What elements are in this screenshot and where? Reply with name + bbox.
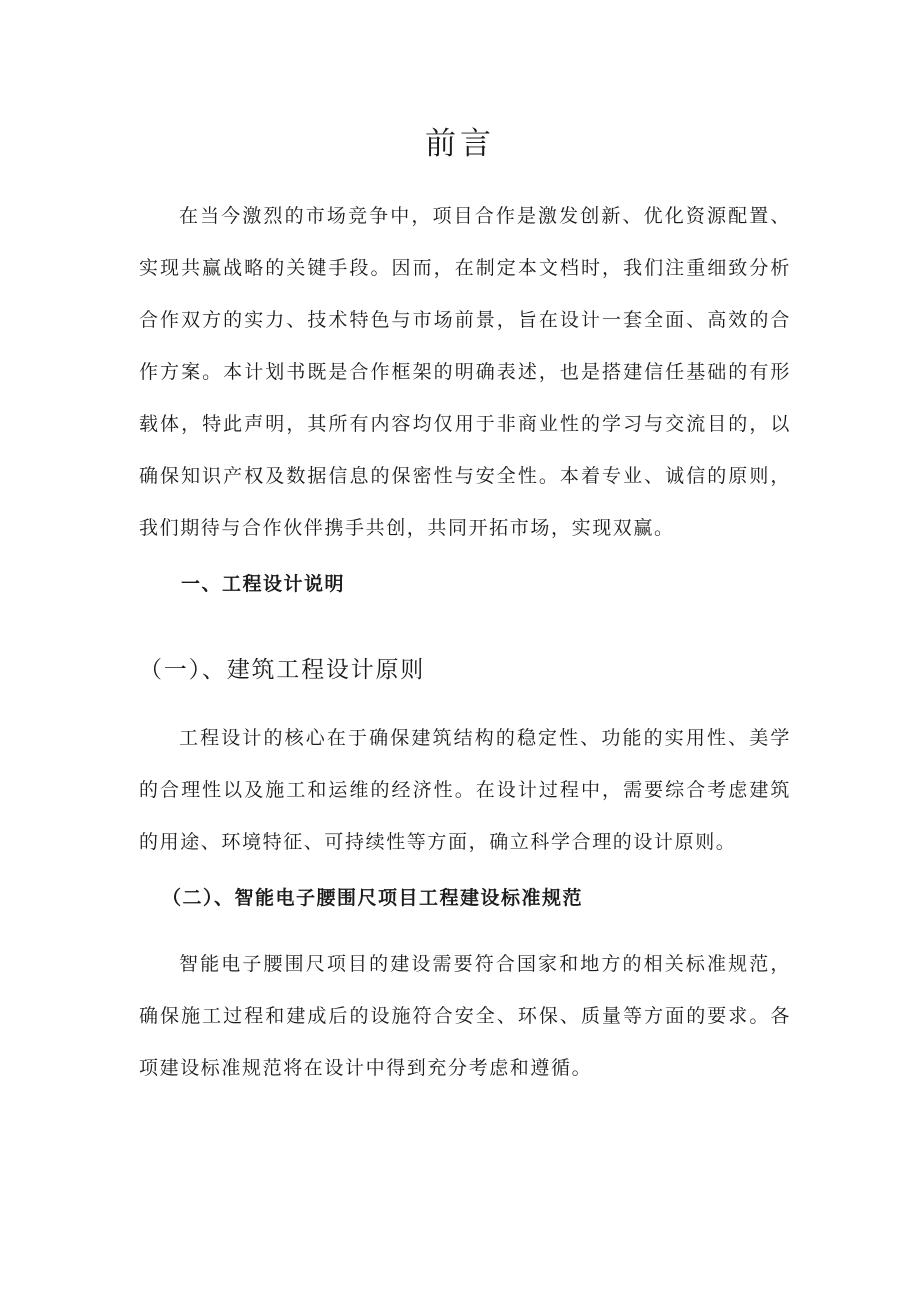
page-title: 前言 bbox=[425, 126, 495, 162]
subsection-heading-construction-standards: （二）、智能电子腰围尺项目工程建设标准规范 bbox=[162, 887, 584, 909]
subsection-heading-design-principles: （一）、建筑工程设计原则 bbox=[139, 657, 426, 683]
intro-paragraph: 在当今激烈的市场竞争中，项目合作是激发创新、优化资源配置、实现共赢战略的关键手段。因而，在制定本文档时，我们注重细致分析合作双方的实力、技术特色与市场前景，旨在设计一套全面、高效的合作方案。本计划书既是合作框架的明确表述，也是搭建信任基础的有形载体，特此声明，其所有内容均仅用于非商业性的学习与交流目的，以确保知识产权及数据信息的保密性与安全性。本着专业、诚信的原则，我们期待与合作伙伴携手共创，共同开拓市场，实现双赢。 bbox=[139, 205, 791, 539]
design-principles-paragraph: 工程设计的核心在于确保建筑结构的稳定性、功能的实用性、美学的合理性以及施工和运维的经济性。在设计过程中，需要综合考虑建筑的用途、环境特征、可持续性等方面，确立科学合理的设计原则。 bbox=[139, 727, 791, 853]
construction-standards-paragraph: 智能电子腰围尺项目的建设需要符合国家和地方的相关标准规范，确保施工过程和建成后的设施符合安全、环保、质量等方面的要求。各项建设标准规范将在设计中得到充分考虑和遵循。 bbox=[139, 953, 791, 1079]
section-heading-engineering-design: 一、工程设计说明 bbox=[181, 573, 346, 595]
